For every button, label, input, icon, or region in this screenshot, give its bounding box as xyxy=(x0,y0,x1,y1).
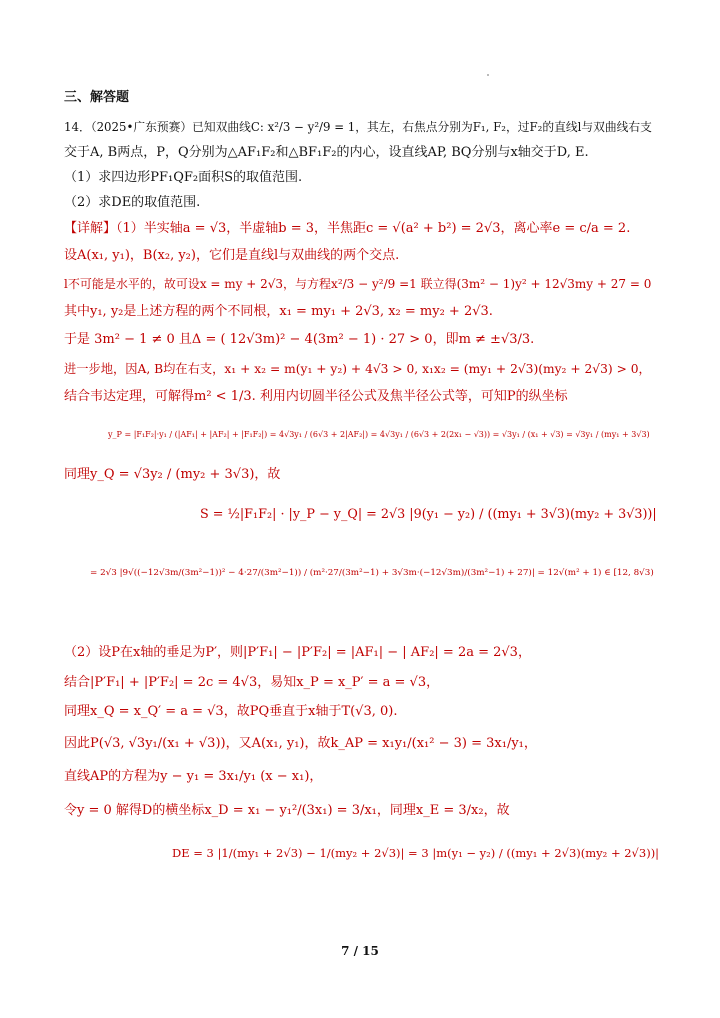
scan-dot xyxy=(487,74,489,76)
solution-line13: 直线AP的方程为y − y₁ = 3x₁/y₁ (x − x₁)， xyxy=(64,769,323,784)
solution-line2: 设A(x₁, y₁)，B(x₂, y₂)，它们是直线l与双曲线的两个交点. xyxy=(64,248,400,263)
detail-tag: 【详解】 xyxy=(64,221,117,236)
equation-area-s: S = ½|F₁F₂| · |y_P − y_Q| = 2√3 |9(y₁ − y₂) / ((my₁ + 3√3)(my₂ + 3√3))| xyxy=(200,507,657,522)
equation-yp: y_P = |F₁F₂|·y₁ / (|AF₁| + |AF₂| + |F₁F₂|) = 4√3y₁ / (6√3 + 2|AF₂|) = 4√3y₁ / (6√3 + 2(2x₁ − √3)) = √3y₁ / (x₁ + √3) = √3y₁ / (my₁ + 3√3) xyxy=(108,430,650,439)
solution-line3: l不可能是水平的，故可设x = my + 2√3，与方程x²/3 − y²/9 =1 联立得(3m² − 1)y² + 12√3my + 27 = 0 xyxy=(64,277,652,291)
problem-statement-line2: 交于A, B两点，P，Q分别为△AF₁F₂和△BF₁F₂的内心，设直线AP, BQ分别与x轴交于D, E. xyxy=(64,145,589,160)
equation-de: DE = 3 |1/(my₁ + 2√3) − 1/(my₂ + 2√3)| = 3 |m(y₁ − y₂) / ((my₁ + 2√3)(my₂ + 2√3))| xyxy=(172,846,660,860)
question-1: （1）求四边形PF₁QF₂面积S的取值范围. xyxy=(64,170,303,185)
equation-area-s-expanded: = 2√3 |9√((−12√3m/(3m²−1))² − 4·27/(3m²−1)) / (m²·27/(3m²−1) + 3√3m·(−12√3m)/(3m²−1) + 27)| = 12√(m² + 1) ∈ [12, 8√3) xyxy=(90,568,654,578)
question-2: （2）求DE的取值范围. xyxy=(64,195,201,210)
solution-line6: 进一步地，因A, B均在右支，x₁ + x₂ = m(y₁ + y₂) + 4√3 > 0, x₁x₂ = (my₁ + 2√3)(my₂ + 2√3) > 0， xyxy=(64,362,651,376)
solution-line9: （2）设P在x轴的垂足为P′，则|P′F₁| − |P′F₂| = |AF₁| − | AF₂| = 2a = 2√3， xyxy=(64,645,531,660)
solution-part1-intro: （1）半实轴a = √3，半虚轴b = 3，半焦距c = √(a² + b²) = 2√3，离心率e = c/a = 2. xyxy=(116,221,631,236)
solution-line5: 于是 3m² − 1 ≠ 0 且Δ = ( 12√3m)² − 4(3m² − 1) · 27 > 0，即m ≠ ±√3/3. xyxy=(64,332,535,347)
solution-line1 xyxy=(64,220,630,238)
solution-line10: 结合|P′F₁| + |P′F₂| = 2c = 4√3，易知x_P = x_P′ = a = √3， xyxy=(64,675,440,690)
solution-line11: 同理x_Q = x_Q′ = a = √3，故PQ垂直于x轴于T(√3, 0). xyxy=(64,704,398,719)
solution-line14: 令y = 0 解得D的横坐标x_D = x₁ − y₁²/(3x₁) = 3/x₁，同理x_E = 3/x₂，故 xyxy=(64,803,510,818)
solution-line8: 同理y_Q = √3y₂ / (my₂ + 3√3)，故 xyxy=(64,467,281,482)
page-number: 7 / 15 xyxy=(341,944,379,958)
section-heading: 三、解答题 xyxy=(64,90,130,105)
problem-statement-line1: 14．（2025•广东预赛）已知双曲线C: x²/3 − y²/9 = 1，其左，右焦点分别为F₁, F₂，过F₂的直线l与双曲线右支 xyxy=(64,120,652,134)
solution-line7: 结合韦达定理，可解得m² < 1/3. 利用内切圆半径公式及焦半径公式等，可知P的纵坐标 xyxy=(64,389,568,404)
solution-line12: 因此P(√3, √3y₁/(x₁ + √3))，又A(x₁, y₁)，故k_AP = x₁y₁/(x₁² − 3) = 3x₁/y₁， xyxy=(64,736,537,751)
solution-line4: 其中y₁, y₂是上述方程的两个不同根，x₁ = my₁ + 2√3, x₂ = my₂ + 2√3. xyxy=(64,304,493,319)
